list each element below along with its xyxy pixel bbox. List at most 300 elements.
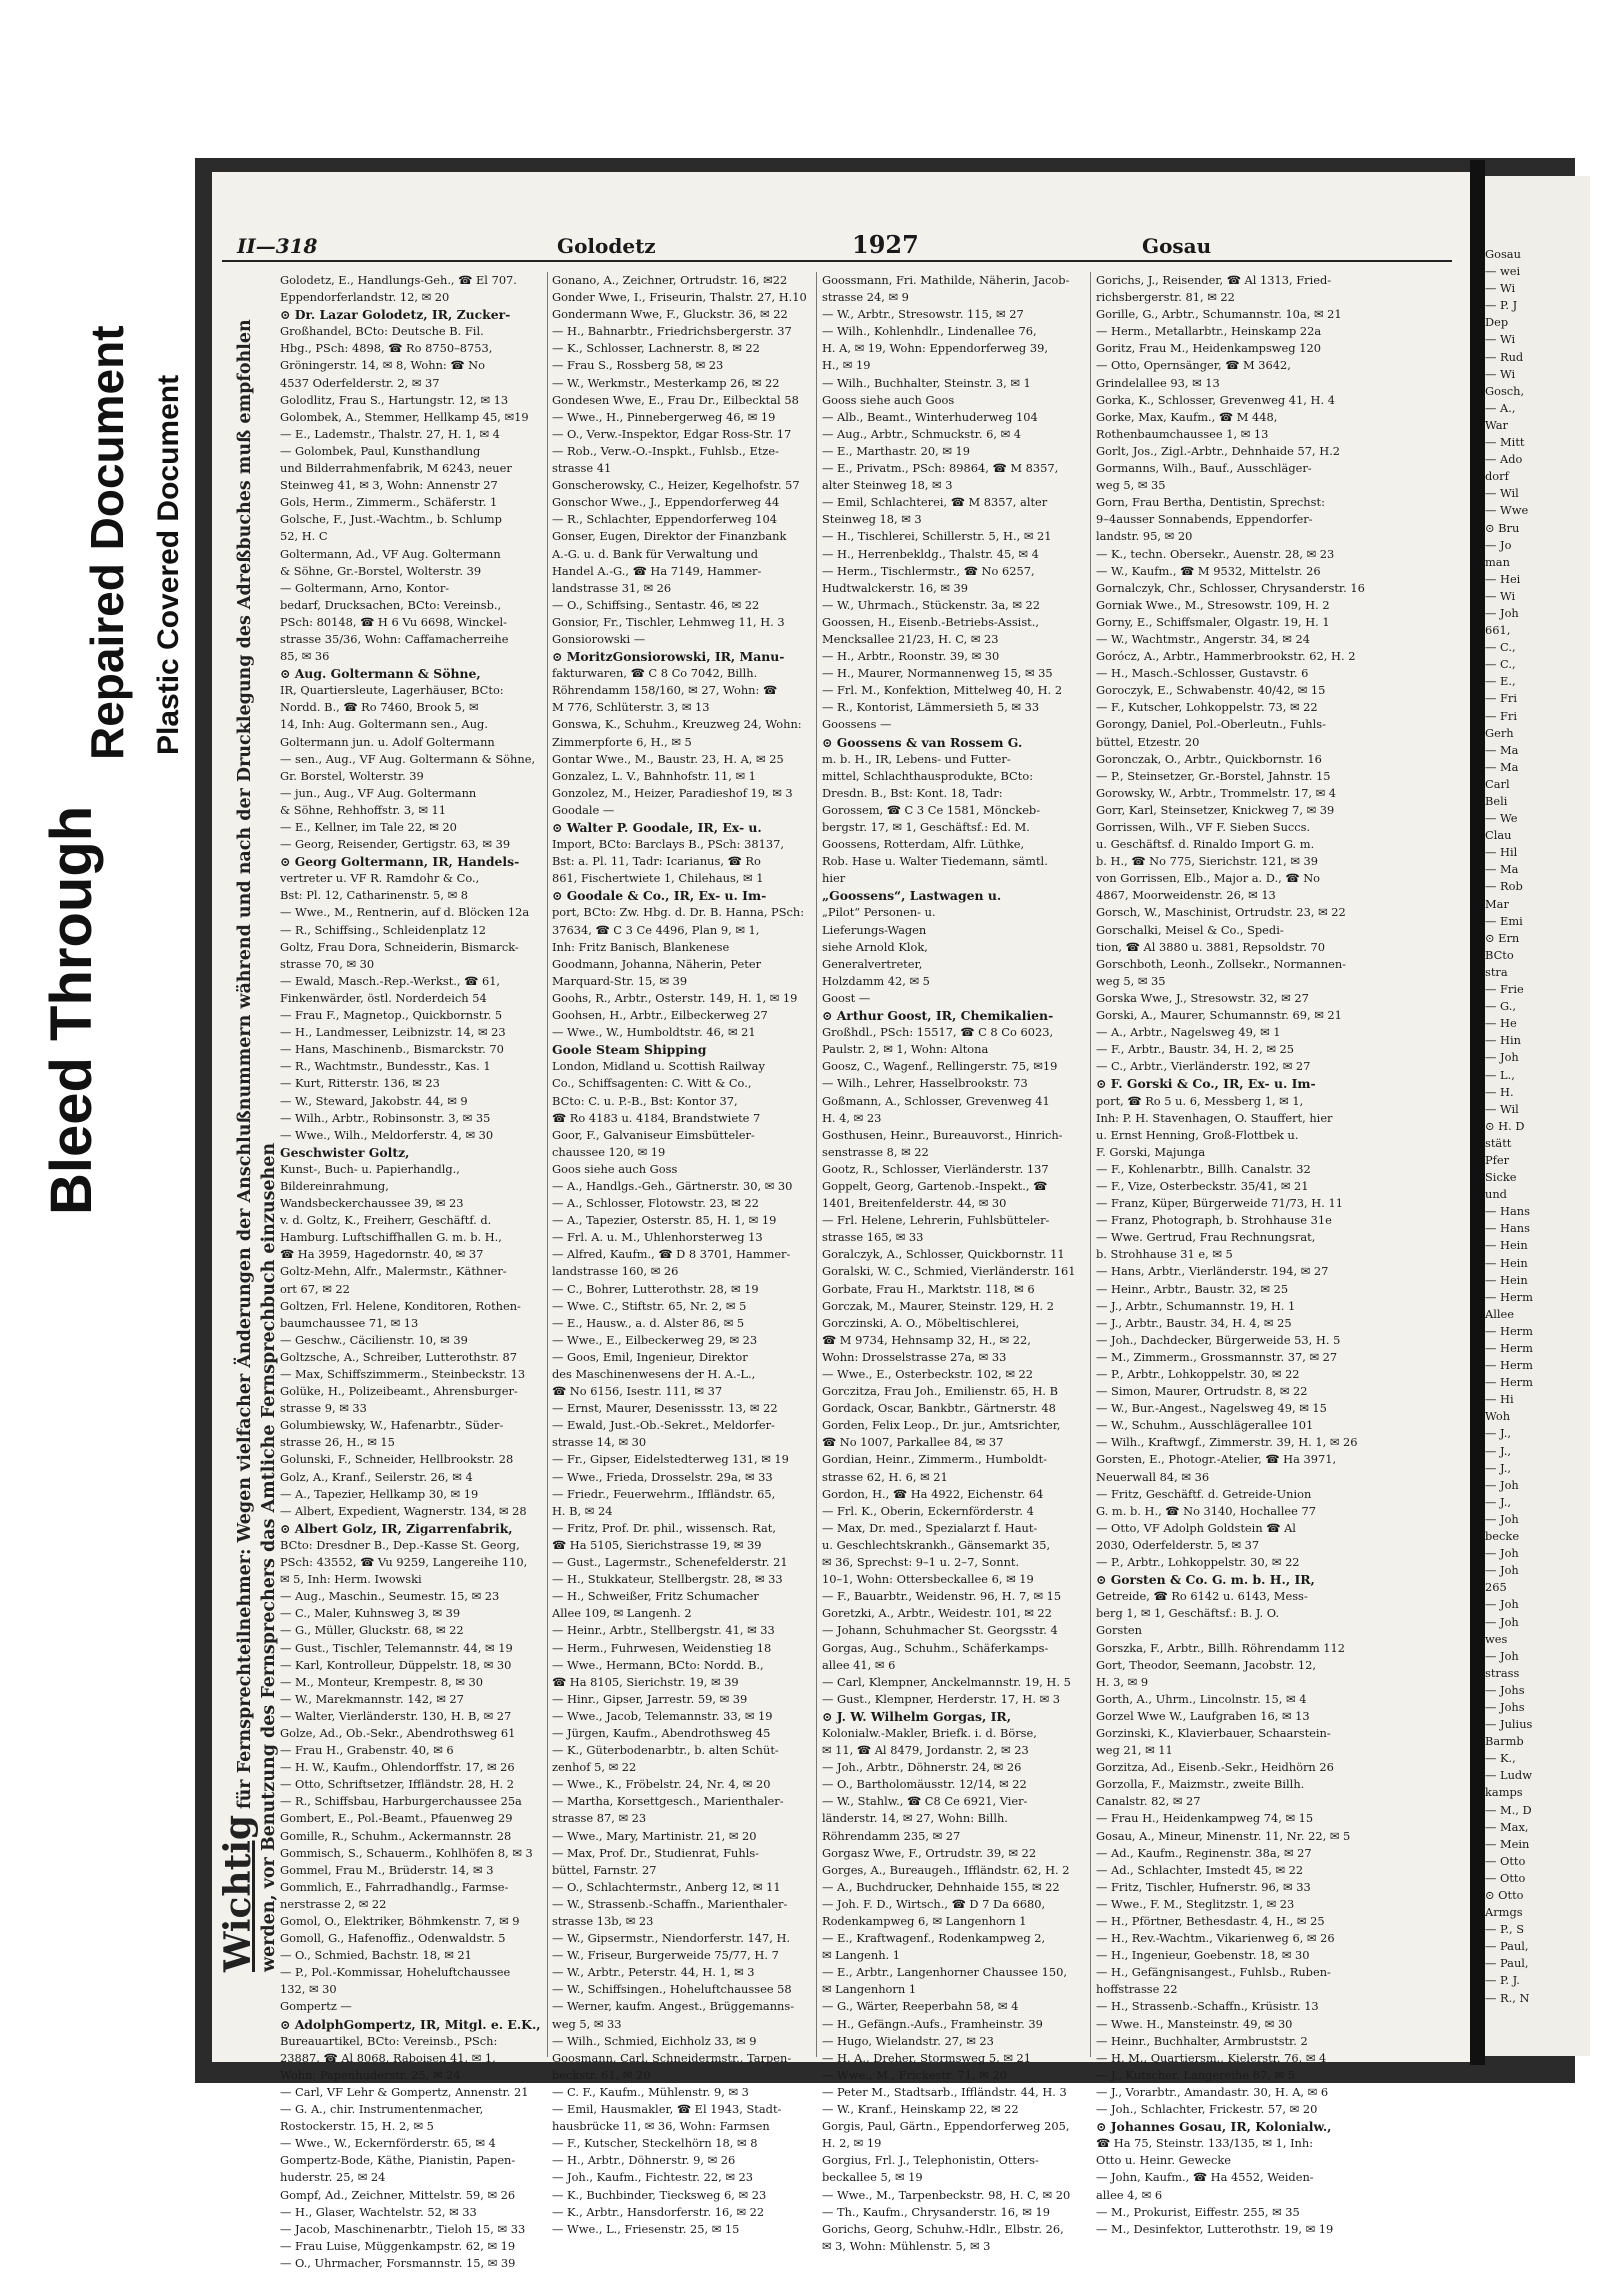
directory-entry: — Wwe., L., Friesenstr. 25, ✉ 15 [552,2221,740,2236]
notice-emphasis: Wichtig [217,1814,259,1972]
directory-entry: — E., Marthastr. 20, ✉ 19 [822,443,971,458]
directory-entry: ort 67, ✉ 22 [280,1281,350,1296]
directory-entry: 265 [1485,1580,1507,1595]
directory-page [212,172,1470,2270]
directory-entry: — E., Privatm., PSch: 89864, ☎ M 8357, [822,461,1059,476]
directory-entry: strasse 13b, ✉ 23 [552,1914,654,1928]
directory-entry: ⊙ Otto [1485,1888,1524,1902]
directory-entry: G. m. b. H., ☎ No 3140, Hochallee 77 [1096,1503,1316,1518]
directory-entry: — Wilh., Buchhalter, Steinstr. 3, ✉ 1 [822,375,1031,390]
directory-entry: Gonder Wwe, I., Friseurin, Thalstr. 27, H.10 [552,290,807,305]
directory-entry: Gonsiorowski — [552,631,646,646]
directory-entry: port, BCto: Zw. Hbg. d. Dr. B. Hanna, PSch: [552,905,805,920]
directory-entry: Goos siehe auch Goss [552,1161,678,1176]
directory-entry: — Wwe. C., Stiftstr. 65, Nr. 2, ✉ 5 [552,1298,747,1313]
directory-entry: — Otto [1485,1870,1526,1885]
directory-entry: Gonswa, K., Schuhm., Kreuzweg 24, Wohn: [552,717,802,732]
directory-entry: — K., Buchbinder, Tiecksweg 6, ✉ 23 [552,2187,767,2202]
directory-entry: — Wwe., M., Rentnerin, auf d. Blöcken 12a [280,905,530,920]
directory-entry: — Otto, VF Adolph Goldstein ☎ Al [1096,1520,1296,1535]
directory-entry: Großhandel, BCto: Deutsche B. Fil. [280,324,484,339]
directory-entry: Gonzolez, M., Heizer, Paradieshof 19, ✉ 3 [552,785,793,800]
directory-entry: — Johann, Schuhmacher St. Georgsstr. 4 [822,1623,1058,1638]
directory-entry: Wohn: Drosselstrasse 27a, ✉ 33 [822,1349,1007,1364]
directory-entry: — H., Pförtner, Bethesdastr. 4, H., ✉ 25 [1096,1914,1325,1928]
entry-column-4 [1096,272,1365,2236]
directory-entry: — Rob., Verw.-O.-Inspkt., Fuhlsb., Etze- [552,443,779,458]
directory-entry: Paulstr. 2, ✉ 1, Wohn: Altona [822,1042,989,1057]
directory-entry: Handel A.-G., ☎ Ha 7149, Hammer- [552,563,762,578]
directory-entry: — M., D [1485,1802,1532,1817]
directory-entry: „Goossens“, Lastwagen u. [822,888,1002,904]
directory-entry: Clau [1485,828,1512,843]
directory-entry: Goodale — [552,802,615,817]
directory-entry: Goltz-Mehn, Alfr., Malermstr., Käthner- [280,1264,507,1279]
directory-entry: 861, Fischertwiete 1, Chilehaus, ✉ 1 [552,871,764,886]
directory-entry: Hbg., PSch: 4898, ☎ Ro 8750–8753, [280,341,493,356]
directory-entry: — H., Herrenbekldg., Thalstr. 45, ✉ 4 [822,546,1039,561]
directory-entry: — W., Friseur, Burgerweide 75/77, H. 7 [552,1948,779,1963]
directory-entry: tion, ☎ Al 3880 u. 3881, Repsoldstr. 70 [1096,939,1325,954]
directory-entry: landstr. 95, ✉ 20 [1096,529,1193,544]
entry-column-1 [280,272,542,2270]
directory-entry: — P., Arbtr., Lohkoppelstr. 30, ✉ 22 [1096,1555,1300,1570]
directory-entry: Goosz, C., Wagenf., Rellingerstr. 75, ✉19 [822,1059,1058,1074]
directory-entry: — G., Müller, Gluckstr. 68, ✉ 22 [280,1623,464,1638]
directory-entry: Dresdn. B., Bst: Kont. 18, Tadr: [822,785,1003,800]
directory-entry: Gorrissen, Wilh., VF F. Sieben Succs. [1096,820,1311,834]
directory-entry: — Hugo, Wielandstr. 27, ✉ 23 [822,2033,994,2048]
directory-entry: kamps [1485,1785,1523,1800]
directory-entry: Grindelallee 93, ✉ 13 [1096,375,1220,390]
directory-entry: — Wwe., E., Osterbeckstr. 102, ✉ 22 [822,1367,1034,1381]
directory-entry: b. Strohhause 31 e, ✉ 5 [1096,1247,1233,1262]
directory-entry: m. b. H., IR, Lebens- und Futter- [822,751,1011,766]
directory-entry: Goltermann, Ad., VF Aug. Goltermann [280,546,501,561]
directory-entry: — Wwe., H., Pinnebergerweg 46, ✉ 19 [552,409,776,424]
directory-entry: — E., Arbtr., Langenhorner Chaussee 150, [822,1965,1067,1980]
directory-entry: Gols, Herm., Zimmerm., Schäferstr. 1 [280,495,498,510]
directory-entry: — J., Vorarbtr., Amandastr. 30, H. A, ✉ 6 [1096,2084,1329,2099]
directory-entry: Gorowsky, W., Arbtr., Trommelstr. 17, ✉ 4 [1096,785,1336,800]
directory-entry: — H., Rev.-Wachtm., Vikarienweg 6, ✉ 26 [1096,1931,1335,1946]
directory-entry: ⊙ Aug. Goltermann & Söhne, [280,666,481,682]
directory-entry: Gommel, Frau M., Brüderstr. 14, ✉ 3 [280,1862,494,1877]
directory-entry: Finkenwärder, östl. Norderdeich 54 [280,990,487,1005]
directory-entry: u. Ernst Henning, Groß-Flottbek u. [1096,1127,1299,1142]
directory-entry: Gorzolla, F., Maizmstr., zweite Billh. [1096,1777,1305,1792]
directory-entry: Gompf, Ad., Zeichner, Mittelstr. 59, ✉ 26 [280,2187,516,2202]
directory-entry: — O., Bartholomäusstr. 12/14, ✉ 22 [822,1777,1027,1792]
directory-entry: Goltzsche, A., Schreiber, Lutterothstr. 87 [280,1349,517,1364]
directory-entry: — Fri [1485,708,1518,723]
directory-entry: M 776, Schlüterstr. 3, ✉ 13 [552,700,710,715]
directory-entry: — Wilh., Kraftwgf., Zimmerstr. 39, H. 1, ✉ 26 [1096,1435,1358,1450]
directory-entry: — A., Tapezier, Osterstr. 85, H. 1, ✉ 19 [552,1213,777,1228]
directory-entry: — R., Schlachter, Eppendorferweg 104 [552,512,777,527]
directory-entry: London, Midland u. Scottish Railway [552,1059,765,1074]
directory-entry: Gordian, Heinr., Zimmerm., Humboldt- [822,1452,1048,1467]
directory-entry: — Wwe., F. M., Steglitzstr. 1, ✉ 23 [1096,1896,1295,1911]
directory-entry: — Heinr., Arbtr., Stellbergstr. 41, ✉ 33 [552,1623,775,1638]
directory-entry: strasse 41 [552,461,612,476]
directory-entry: A.-G. u. d. Bank für Verwaltung und [552,546,759,561]
directory-entry: Gomol, O., Elektriker, Böhmkenstr. 7, ✉ 9 [280,1914,520,1928]
directory-entry: — Joh [1485,1648,1519,1663]
directory-entry: PSch: 80148, ☎ H 6 Vu 6698, Winckel- [280,614,508,629]
directory-entry: — C. F., Kaufm., Mühlenstr. 9, ✉ 3 [552,2084,749,2099]
directory-entry: Goralczyk, A., Schlosser, Quickbornstr. 11 [822,1247,1065,1262]
directory-entry: — Werner, kaufm. Angest., Brüggemanns- [552,1999,795,2014]
directory-entry: — F., Kohlenarbtr., Billh. Canalstr. 32 [1096,1161,1311,1176]
directory-entry: — W., Uhrmach., Stückenstr. 3a, ✉ 22 [822,597,1041,612]
directory-entry: Armgs [1485,1905,1523,1920]
directory-entry: — C., Maler, Kuhnsweg 3, ✉ 39 [280,1606,461,1621]
directory-entry: — Fritz, Tischler, Hufnerstr. 96, ✉ 33 [1096,1879,1311,1894]
directory-entry: — Frl. A. u. M., Uhlenhorsterweg 13 [552,1230,763,1245]
directory-entry: Holzdamm 42, ✉ 5 [822,973,930,988]
directory-entry: Gomille, R., Schuhm., Ackermannstr. 28 [280,1828,512,1843]
directory-entry: Goost — [822,990,871,1005]
directory-entry: Mencksallee 21/23, H. C, ✉ 23 [822,631,999,646]
directory-entry: chaussee 120, ✉ 19 [552,1144,666,1159]
directory-entry: Gorges, A., Bureaugeh., Iffländstr. 62, H. 2 [822,1862,1070,1877]
directory-entry: — W., Werkmstr., Mesterkamp 26, ✉ 22 [552,375,780,390]
directory-entry: — Gust., Klempner, Herderstr. 17, H. ✉ 3 [822,1691,1061,1706]
directory-entry: — A., Arbtr., Nagelsweg 49, ✉ 1 [1096,1025,1281,1040]
directory-entry: — M., Prokurist, Eiffestr. 255, ✉ 35 [1096,2204,1300,2219]
directory-entry: ✉ Langenhorn 1 [822,1982,917,1997]
directory-entry: — Ad., Schlachter, Imstedt 45, ✉ 22 [1096,1862,1304,1877]
directory-entry: — Joh [1485,1563,1519,1578]
directory-entry: — Emil, Schlachterei, ☎ M 8357, alter [822,495,1048,510]
directory-entry: — K., [1485,1751,1516,1766]
directory-entry: — P., Steinsetzer, Gr.-Borstel, Jahnstr. 15 [1096,768,1331,783]
directory-entry: Gorgas, Aug., Schuhm., Schäferkamps- [822,1640,1049,1655]
directory-entry: — W., Kranf., Heinskamp 22, ✉ 22 [822,2102,1019,2117]
directory-entry: F. Gorski, Majunga [1096,1144,1206,1159]
directory-entry: — H., Strassenb.-Schaffn., Krüsistr. 13 [1096,1999,1319,2014]
directory-entry: allee 41, ✉ 6 [822,1657,896,1672]
directory-entry: 23887, ☎ Al 8068, Raboisen 41, ✉ 1, [280,2050,496,2065]
bleed-through-label: Bleed Through [39,805,104,1215]
directory-entry: — W., Stahlw., ☎ C8 Ce 6921, Vier- [822,1794,1028,1809]
directory-entry: H. 4, ✉ 23 [822,1110,882,1125]
directory-entry: ⊙ Ern [1485,930,1520,945]
directory-entry: — P. J. [1485,1973,1520,1988]
directory-entry: Gorille, G., Arbtr., Schumannstr. 10a, ✉ 21 [1096,307,1342,322]
directory-entry: — H., Arbtr., Roonstr. 39, ✉ 30 [822,649,1000,664]
directory-entry: — K., Arbtr., Hansdorferstr. 16, ✉ 22 [552,2204,765,2219]
directory-entry: strasse 26, H., ✉ 15 [280,1435,395,1450]
directory-entry: — Wwe. H., Mansteinstr. 49, ✉ 30 [1096,2016,1293,2031]
directory-entry: — W., Strassenb.-Schaffn., Marienthaler- [552,1896,788,1911]
directory-entry: strass [1485,1665,1520,1680]
directory-entry: Gorka, K., Schlosser, Grevenweg 41, H. 4 [1096,392,1335,407]
directory-entry: bedarf, Drucksachen, BCto: Vereinsb., [280,597,502,612]
directory-entry: — A., Buchdrucker, Dehnhaide 155, ✉ 22 [822,1879,1060,1894]
directory-entry: — Wwe., M., Tarpenbeckstr. 98, H. C, ✉ 20 [822,2187,1071,2202]
directory-entry: — Aug., Maschin., Seumestr. 15, ✉ 23 [280,1589,500,1604]
directory-entry: — H., Schweißer, Fritz Schumacher [552,1589,759,1604]
directory-entry: 2030, Oderfelderstr. 5, ✉ 37 [1096,1537,1260,1552]
directory-entry: — Walter, Vierländerstr. 130, H. B, ✉ 27 [280,1708,512,1723]
directory-entry: Geschwister Goltz, [280,1144,410,1160]
directory-entry: stätt [1485,1135,1512,1150]
directory-entry: — E., Kraftwagenf., Rodenkampweg 2, [822,1931,1046,1946]
directory-entry: — Herm [1485,1358,1533,1373]
directory-entry: Gommlich, E., Fahrradhandlg., Farmse- [280,1879,509,1894]
directory-entry: Mar [1485,896,1509,911]
directory-entry: — Geschw., Cäcilienstr. 10, ✉ 39 [280,1332,468,1347]
directory-entry: — Johs [1485,1699,1525,1714]
directory-entry: BCto: C. u. P.-B., Bst: Kontor 37, [552,1093,738,1108]
directory-entry: Goossmann, Fri. Mathilde, Näherin, Jacob- [822,273,1070,287]
adjacent-page-edge [1485,176,1590,2056]
directory-entry: — Hi [1485,1392,1514,1407]
directory-entry: — Joh [1485,1546,1519,1561]
directory-entry: — Ewald, Masch.-Rep.-Werkst., ☎ 61, [280,973,501,988]
directory-entry: — K., techn. Obersekr., Auenstr. 28, ✉ 23 [1096,546,1335,561]
directory-entry: Gompertz — [280,1999,352,2014]
directory-entry: — He [1485,1016,1517,1031]
directory-entry: — Wi [1485,281,1516,296]
directory-entry: — Hans [1485,1221,1530,1236]
directory-entry: büttel, Farnstr. 27 [552,1862,657,1877]
directory-entry: — Aug., Arbtr., Schmuckstr. 6, ✉ 4 [822,426,1022,441]
directory-entry: — Herm., Fuhrwesen, Weidenstieg 18 [552,1640,772,1655]
directory-entry: — Frau H., Heidenkampweg 74, ✉ 15 [1096,1811,1314,1826]
directory-entry: — Martha, Korsettgesch., Marienthaler- [552,1794,784,1809]
directory-entry: — Joh [1485,1511,1519,1526]
directory-entry: — Heinr., Buchhalter, Armbruststr. 2 [1096,2033,1308,2048]
directory-entry: — Mitt [1485,435,1525,450]
directory-entry: hoffstrasse 22 [1096,1982,1178,1997]
directory-entry: 85, ✉ 36 [280,649,330,664]
directory-entry: Wohn: Papenhuderstr. 25, ✉ 24 [280,2067,461,2082]
directory-entry: Marquard-Str. 15, ✉ 39 [552,973,688,988]
header-right-keyword: Gosau [1142,234,1212,258]
directory-entry: ⊙ Albert Golz, IR, Zigarrenfabrik, [280,1520,513,1536]
directory-entry: — K., Schlosser, Lachnerstr. 8, ✉ 22 [552,341,760,356]
directory-entry: weg 21, ✉ 11 [1096,1743,1173,1758]
directory-entry: Gorschboth, Leonh., Zollsekr., Normannen- [1096,956,1347,971]
directory-entry: Gorska Wwe, J., Stresowstr. 32, ✉ 27 [1096,990,1309,1005]
directory-entry: — F., Arbtr., Baustr. 34, H. 2, ✉ 25 [1096,1042,1295,1057]
directory-entry: — Frie [1485,982,1524,997]
directory-entry: — H. A., Dreher, Stormsweg 5, ✉ 21 [822,2050,1031,2065]
directory-entry: Golze, Ad., Ob.-Sekr., Abendrothsweg 61 [280,1725,516,1740]
directory-entry: Gonscherowsky, C., Heizer, Kegelhofstr. 57 [552,478,800,493]
directory-entry: Gomoll, G., Hafenoffiz., Odenwaldstr. 5 [280,1931,506,1946]
directory-entry: Golodlitz, Frau S., Hartungstr. 12, ✉ 13 [280,392,509,407]
directory-entry: huderstr. 25, ✉ 24 [280,2170,386,2185]
directory-entry: — Karl, Kontrolleur, Düppelstr. 18, ✉ 30 [280,1657,512,1672]
directory-entry: & Söhne, Gr.-Borstel, Wolterstr. 39 [280,563,482,578]
directory-entry: Gombert, E., Pol.-Beamt., Pfauenweg 29 [280,1811,513,1826]
directory-entry: strasse 62, H. 6, ✉ 21 [822,1469,948,1484]
directory-entry: Gorczak, M., Maurer, Steinstr. 129, H. 2 [822,1298,1055,1313]
directory-entry: Hudtwalckerstr. 16, ✉ 39 [822,580,969,595]
directory-entry: — A., [1485,400,1516,415]
directory-entry: Gorczitza, Frau Joh., Emilienstr. 65, H. B [822,1384,1059,1399]
directory-entry: 661, [1485,623,1511,638]
directory-entry: Neuerwall 84, ✉ 36 [1096,1469,1210,1484]
directory-entry: — E., Lademstr., Thalstr. 27, H. 1, ✉ 4 [280,426,500,441]
directory-entry: Gontar Wwe., M., Baustr. 23, H. A, ✉ 25 [552,751,784,766]
directory-entry: — G. A., chir. Instrumentenmacher, [280,2102,484,2117]
directory-entry: strasse 87, ✉ 23 [552,1811,647,1826]
directory-entry: — sen., Aug., VF Aug. Goltermann & Söhne, [280,751,536,766]
directory-entry: — P. J [1485,298,1518,313]
directory-entry: weg 5, ✉ 33 [552,2016,622,2031]
directory-entry: — M., Monteur, Krempestr. 8, ✉ 30 [280,1674,484,1689]
directory-entry: — J., Arbtr., Schumannstr. 19, H. 1 [1096,1298,1296,1313]
column-divider [816,272,817,2057]
directory-entry: — Herm., Metallarbtr., Heinskamp 22a [1096,324,1322,339]
directory-entry: — Max, [1485,1819,1529,1834]
directory-entry: Goor, F., Galvaniseur Eimsbütteler- [552,1127,755,1142]
directory-entry: 10–1, Wohn: Ottersbeckallee 6, ✉ 19 [822,1572,1034,1587]
directory-entry: — O., Uhrmacher, Forsmannstr. 15, ✉ 39 [280,2255,516,2270]
directory-entry: Gröningerstr. 14, ✉ 8, Wohn: ☎ No [280,358,485,373]
directory-entry: — Carl, VF Lehr & Gompertz, Annenstr. 21 [280,2084,529,2099]
directory-entry: — R., Wachtmstr., Bundesstr., Kas. 1 [280,1059,491,1074]
directory-entry: Kunst-, Buch- u. Papierhandlg., [280,1161,460,1176]
directory-entry: — H., Tischlerei, Schillerstr. 5, H., ✉ 21 [822,529,1052,544]
directory-entry: ⊙ Walter P. Goodale, IR, Ex- u. [552,820,762,835]
directory-entry: 37634, ☎ C 3 Ce 4496, Plan 9, ✉ 1, [552,922,760,937]
directory-entry: Goretzki, A., Arbtr., Weidestr. 101, ✉ 22 [822,1606,1052,1621]
directory-entry: — C., Bohrer, Lutterothstr. 28, ✉ 19 [552,1281,759,1296]
directory-entry: Gonschor Wwe., J., Eppendorferweg 44 [552,495,780,510]
directory-entry: — R., Kontorist, Lämmersieth 5, ✉ 33 [822,700,1040,715]
directory-entry: Goosmann, Carl, Schneidermstr., Tarpen- [552,2050,792,2065]
directory-entry: — F., Kutscher, Lohkoppelstr. 73, ✉ 22 [1096,700,1318,715]
directory-entry: Gorsch, W., Maschinist, Ortrudstr. 23, ✉ 22 [1096,905,1346,920]
directory-entry: berg 1, ✉ 1, Geschäftsf.: B. J. O. [1096,1606,1280,1621]
directory-entry: — L., [1485,1067,1515,1082]
directory-entry: Canalstr. 82, ✉ 27 [1096,1794,1201,1809]
directory-entry: — Joh [1485,605,1519,620]
directory-entry: — Frau F., Magnetop., Quickbornstr. 5 [280,1008,503,1023]
directory-entry: — Wilh., Lehrer, Hasselbrookstr. 73 [822,1076,1028,1091]
directory-entry: ⊙ J. W. Wilhelm Gorgas, IR, [822,1708,1012,1724]
column-divider [547,272,548,2057]
directory-entry: Golsche, F., Just.-Wachtm., b. Schlump [280,512,502,527]
directory-entry: — Ad., Kaufm., Reginenstr. 38a, ✉ 27 [1096,1845,1312,1860]
directory-entry: Gompertz-Bode, Käthe, Pianistin, Papen- [280,2153,516,2168]
directory-entry: — H., Landmesser, Leibnizstr. 14, ✉ 23 [280,1025,506,1040]
directory-entry: Goole Steam Shipping [552,1042,707,1058]
directory-entry: — Max, Schiffszimmerm., Steinbeckstr. 13 [280,1367,526,1381]
directory-entry: — Wwe., W., Eckernförderstr. 65, ✉ 4 [280,2136,496,2151]
directory-entry: 9–4ausser Sonnabends, Eppendorfer- [1096,512,1313,527]
directory-entry: Gorden, Felix Leop., Dr. jur., Amtsrichter, [822,1418,1061,1433]
directory-entry: weg 5, ✉ 35 [1096,973,1166,988]
directory-entry: ⊙ Goossens & van Rossem G. [822,734,1023,750]
directory-entry: ☎ M 9734, Hehnsamp 32, H., ✉ 22, [822,1332,1031,1347]
directory-entry: Goossens — [822,717,892,732]
directory-entry: Gondesen Wwe, E., Frau Dr., Eilbecktal 58 [552,392,799,407]
directory-entry: — Herm [1485,1323,1533,1338]
directory-entry: — Frau S., Rossberg 58, ✉ 23 [552,358,724,373]
directory-entry: War [1485,417,1508,432]
directory-entry: — M., Zimmerm., Grossmannstr. 37, ✉ 27 [1096,1349,1338,1364]
directory-entry: — Kurt, Ritterstr. 136, ✉ 23 [280,1076,440,1091]
directory-entry: — O., Schlachtermstr., Anberg 12, ✉ 11 [552,1879,781,1894]
directory-entry: — Simon, Maurer, Ortrudstr. 8, ✉ 22 [1096,1384,1308,1399]
plastic-covered-label: Plastic Covered Document [152,374,185,755]
directory-entry: — W., Schuhm., Ausschlägerallee 101 [1096,1418,1314,1433]
directory-entry: — E., Kellner, im Tale 22, ✉ 20 [280,820,457,834]
directory-entry: Goronczak, O., Arbtr., Quickbornstr. 16 [1096,751,1322,766]
directory-entry: Gorgius, Frl. J., Telephonistin, Otters- [822,2153,1039,2168]
directory-entry: richsbergerstr. 81, ✉ 22 [1096,290,1235,305]
directory-entry: — M., Desinfektor, Lutterothstr. 19, ✉ 19 [1096,2221,1334,2236]
directory-entry: — H., Stukkateur, Stellbergstr. 28, ✉ 33 [552,1572,783,1587]
directory-entry: Rothenbaumchaussee 1, ✉ 13 [1096,426,1269,441]
directory-entry: becke [1485,1529,1520,1544]
directory-entry: 4537 Oderfelderstr. 2, ✉ 37 [280,375,440,390]
directory-entry: — Fritz, Prof. Dr. phil., wissensch. Rat, [552,1520,776,1535]
directory-entry: — Ewald, Just.-Ob.-Sekret., Meldorfer- [552,1418,775,1433]
directory-entry: und [1485,1187,1507,1202]
directory-entry: Gootz, R., Schlosser, Vierländerstr. 137 [822,1161,1049,1176]
directory-entry: — R., Schiffsbau, Harburgerchaussee 25a [280,1794,522,1809]
directory-entry: — Hin [1485,1033,1521,1048]
directory-entry: — Wil [1485,1101,1519,1116]
directory-entry: Gorsten [1096,1623,1142,1638]
directory-entry: — C., [1485,640,1516,655]
directory-entry: nerstrasse 2, ✉ 22 [280,1896,387,1911]
directory-entry: — Frl. K., Oberin, Eckernförderstr. 4 [822,1503,1034,1518]
directory-entry: Allee [1485,1306,1514,1321]
directory-entry: — Otto, Schriftsetzer, Iffländstr. 28, H. 2 [280,1777,515,1792]
directory-entry: — Jacob, Maschinenarbtr., Tieloh 15, ✉ 33 [280,2221,526,2236]
directory-entry: — Wwe., Hermann, BCto: Nordd. B., [552,1657,764,1672]
directory-entry: 52, H. C [280,529,328,544]
directory-entry: — Fritz, Geschäftf. d. Getreide-Union [1096,1486,1312,1501]
header-left-keyword: Golodetz [557,234,656,258]
directory-entry: — Frl. Helene, Lehrerin, Fuhlsbütteler- [822,1213,1050,1228]
directory-entry: Zimmerpforte 6, H., ✉ 5 [552,734,692,749]
directory-entry: — Wwe., Wilh., Meldorferstr. 4, ✉ 30 [280,1127,494,1142]
entry-column-3 [822,272,1084,2253]
directory-entry: — P., Arbtr., Lohkoppelstr. 30, ✉ 22 [1096,1367,1300,1381]
directory-entry: — Goltermann, Arno, Kontor- [280,580,450,595]
directory-entry: Rostockerstr. 15, H. 2, ✉ 5 [280,2119,434,2134]
directory-entry: — Th., Kaufm., Chrysanderstr. 16, ✉ 19 [822,2204,1050,2219]
directory-entry: Pfer [1485,1152,1510,1167]
directory-entry: Gordack, Oscar, Bankbtr., Gärtnerstr. 48 [822,1401,1056,1416]
directory-entry: Gorke, Max, Kaufm., ☎ M 448, [1096,409,1278,424]
directory-entry: Rodenkampweg 6, ✉ Langenhorn 1 [822,1914,1027,1928]
directory-entry: — W., Wachtmstr., Angerstr. 34, ✉ 24 [1096,631,1310,646]
directory-entry: — Friedr., Feuerwehrm., Iffländstr. 65, [552,1486,776,1501]
directory-entry: — Hein [1485,1238,1528,1253]
directory-entry: — Hans [1485,1204,1530,1219]
directory-entry: — E., [1485,674,1516,689]
directory-entry: Eppendorferlandstr. 12, ✉ 20 [280,290,450,305]
directory-entry: ✉ 3, Wohn: Mühlenstr. 5, ✉ 3 [822,2238,991,2253]
directory-entry: ⊙ Arthur Goost, IR, Chemikalien- [822,1008,1054,1024]
directory-entry: — G., Wärter, Reeperbahn 58, ✉ 4 [822,1999,1019,2014]
directory-entry: — H., Gefängn.-Aufs., Framheinstr. 39 [822,2016,1043,2031]
directory-entry: — Ma [1485,862,1519,877]
directory-entry: — W., Arbtr., Peterstr. 44, H. 1, ✉ 3 [552,1965,755,1980]
directory-entry: Lieferungs-Wagen [822,922,927,937]
